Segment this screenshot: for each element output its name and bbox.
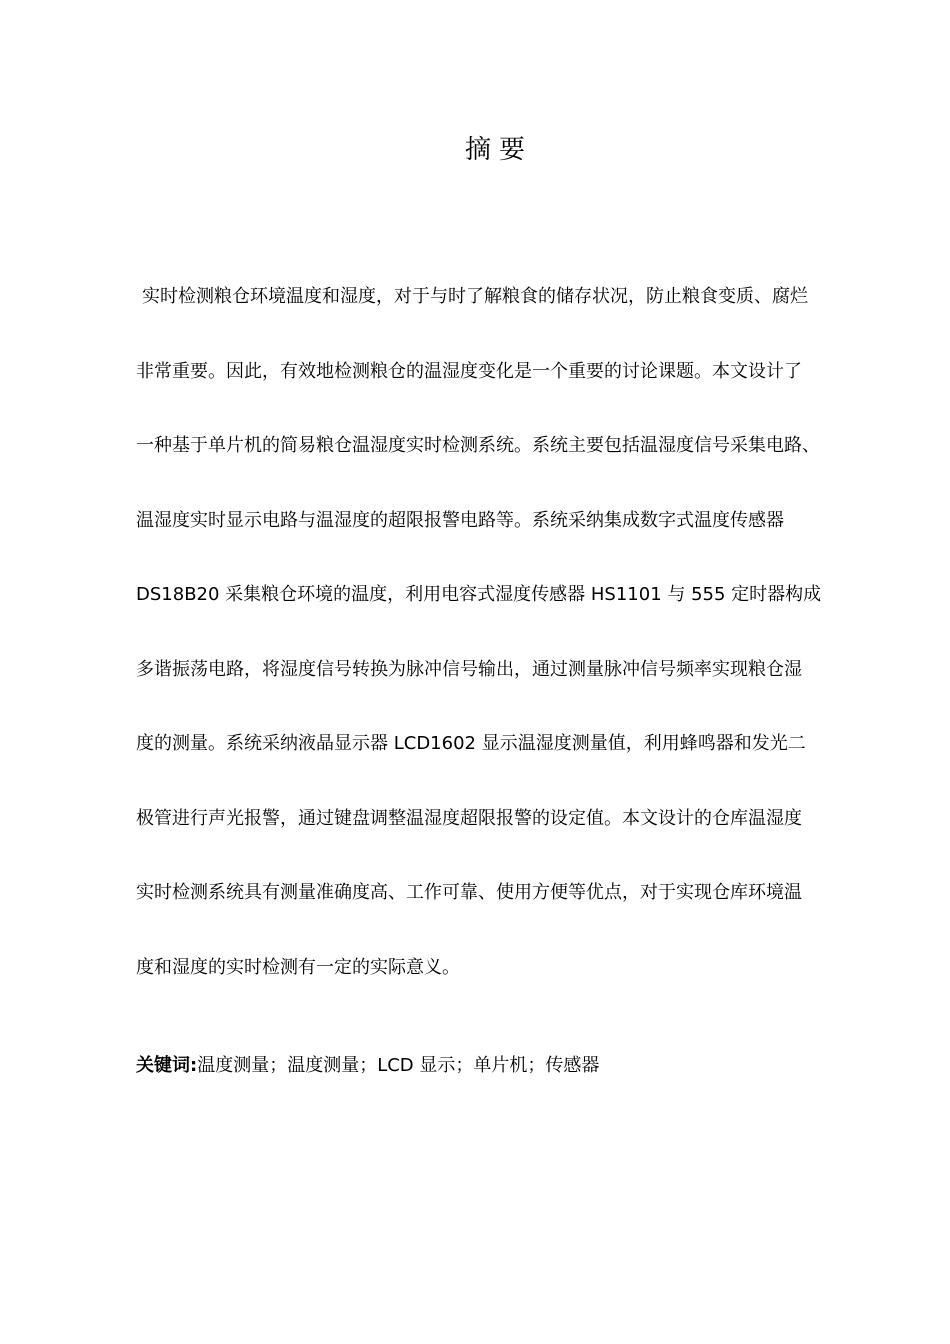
abstract-line: 实时检测粮仓环境温度和湿度，对于与时了解粮食的储存状况，防止粮食变质、腐烂: [142, 286, 808, 307]
abstract-line: 温湿度实时显示电路与温湿度的超限报警电路等。系统采纳集成数字式温度传感器: [136, 509, 784, 531]
abstract-line: 多谐振荡电路，将湿度信号转换为脉冲信号输出，通过测量脉冲信号频率实现粮仓湿: [136, 658, 802, 680]
abstract-line: 极管进行声光报警，通过键盘调整温湿度超限报警的设定值。本文设计的仓库温湿度: [136, 807, 802, 829]
keywords-line: [136, 1048, 599, 1084]
keywords-text: 温度测量；温度测量；LCD 显示；单片机；传感器: [197, 1055, 600, 1076]
abstract-line: 度的测量。系统采纳液晶显示器 LCD1602 显示温湿度测量值，利用蜂鸣器和发光二: [136, 733, 806, 754]
page-title: 摘要: [464, 135, 533, 165]
abstract-line: 非常重要。因此，有效地检测粮仓的温湿度变化是一个重要的讨论课题。本文设计了: [136, 360, 802, 382]
abstract-line: 实时检测系统具有测量准确度高、工作可靠、使用方便等优点，对于实现仓库环境温: [136, 882, 802, 903]
keywords-label: 关键词:: [136, 1055, 198, 1076]
abstract-line: DS18B20 采集粮仓环境的温度，利用电容式湿度传感器 HS1101 与 555 定时器构成: [136, 584, 822, 605]
abstract-body: [136, 279, 876, 1024]
abstract-line: 度和湿度的实时检测有一定的实际意义。: [136, 956, 460, 978]
abstract-line: 一种基于单片机的简易粮仓温湿度实时检测系统。系统主要包括温湿度信号采集电路、: [136, 435, 820, 456]
